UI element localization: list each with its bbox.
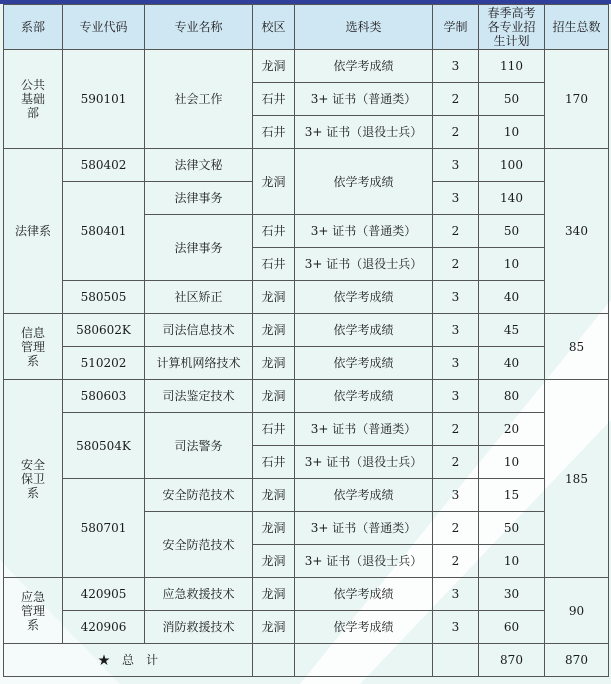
dept-cell: 公共基础部 — [4, 50, 63, 149]
name-cell: 应急救援技术 — [145, 578, 253, 611]
header-campus: 校区 — [253, 5, 295, 50]
name-cell: 安全防范技术 — [145, 512, 253, 578]
code-cell: 580701 — [63, 479, 145, 578]
name-cell: 安全防范技术 — [145, 479, 253, 512]
table-row — [4, 347, 609, 380]
subject-cell: 3+ 证书（退役士兵） — [295, 545, 433, 578]
years-cell: 2 — [433, 83, 479, 116]
header-plan: 春季高考各专业招生计划 — [479, 5, 545, 50]
years-cell: 3 — [433, 281, 479, 314]
name-cell: 社区矫正 — [145, 281, 253, 314]
subject-cell: 3+ 证书（普通类） — [295, 413, 433, 446]
code-cell: 580505 — [63, 281, 145, 314]
years-cell: 2 — [433, 116, 479, 149]
empty-cell — [433, 644, 479, 677]
plan-cell: 50 — [479, 215, 545, 248]
campus-cell: 龙洞 — [253, 512, 295, 545]
table-row — [4, 314, 609, 347]
table-row — [4, 281, 609, 314]
dept-total-cell: 185 — [545, 380, 609, 578]
code-cell: 580401 — [63, 182, 145, 281]
plan-cell: 15 — [479, 479, 545, 512]
years-cell: 2 — [433, 413, 479, 446]
plan-cell: 30 — [479, 578, 545, 611]
subject-cell: 3+ 证书（退役士兵） — [295, 116, 433, 149]
code-cell: 580602K — [63, 314, 145, 347]
campus-cell: 龙洞 — [253, 314, 295, 347]
years-cell: 3 — [433, 578, 479, 611]
table-row — [4, 50, 609, 83]
table-row — [4, 479, 609, 512]
grand-total-row — [4, 644, 609, 677]
dept-total-cell: 90 — [545, 578, 609, 644]
years-cell: 3 — [433, 149, 479, 182]
plan-cell: 10 — [479, 446, 545, 479]
years-cell: 2 — [433, 446, 479, 479]
subject-cell: 依学考成绩 — [295, 347, 433, 380]
name-cell: 消防救援技术 — [145, 611, 253, 644]
plan-cell: 40 — [479, 347, 545, 380]
code-cell: 580402 — [63, 149, 145, 182]
dept-total-cell: 170 — [545, 50, 609, 149]
campus-cell: 石井 — [253, 248, 295, 281]
name-cell: 司法鉴定技术 — [145, 380, 253, 413]
code-cell: 510202 — [63, 347, 145, 380]
code-cell: 580603 — [63, 380, 145, 413]
years-cell: 3 — [433, 611, 479, 644]
subject-cell: 3+ 证书（普通类） — [295, 83, 433, 116]
empty-cell — [295, 644, 433, 677]
table-row — [4, 149, 609, 182]
table-row — [4, 380, 609, 413]
plan-cell: 20 — [479, 413, 545, 446]
plan-cell: 80 — [479, 380, 545, 413]
years-cell: 2 — [433, 215, 479, 248]
plan-cell: 110 — [479, 50, 545, 83]
grand-total-label: ★ 总 计 — [4, 644, 253, 677]
name-cell: 法律文秘 — [145, 149, 253, 182]
table-row — [4, 611, 609, 644]
plan-cell: 10 — [479, 545, 545, 578]
campus-cell: 石井 — [253, 446, 295, 479]
subject-cell: 依学考成绩 — [295, 281, 433, 314]
grand-total-total: 870 — [545, 644, 609, 677]
campus-cell: 龙洞 — [253, 281, 295, 314]
name-cell: 计算机网络技术 — [145, 347, 253, 380]
campus-cell: 龙洞 — [253, 380, 295, 413]
years-cell: 3 — [433, 314, 479, 347]
subject-cell: 依学考成绩 — [295, 479, 433, 512]
plan-cell: 40 — [479, 281, 545, 314]
dept-cell: 安全保卫系 — [4, 380, 63, 578]
header-years: 学制 — [433, 5, 479, 50]
name-cell: 法律事务 — [145, 215, 253, 281]
plan-cell: 10 — [479, 248, 545, 281]
subject-cell: 3+ 证书（退役士兵） — [295, 248, 433, 281]
subject-cell: 依学考成绩 — [295, 50, 433, 83]
years-cell: 2 — [433, 248, 479, 281]
dept-cell: 信息管理系 — [4, 314, 63, 380]
campus-cell: 石井 — [253, 215, 295, 248]
plan-cell: 60 — [479, 611, 545, 644]
name-cell: 法律事务 — [145, 182, 253, 215]
years-cell: 3 — [433, 479, 479, 512]
header-name: 专业名称 — [145, 5, 253, 50]
campus-cell: 龙洞 — [253, 149, 295, 215]
campus-cell: 石井 — [253, 116, 295, 149]
campus-cell: 石井 — [253, 413, 295, 446]
header-subject: 选科类 — [295, 5, 433, 50]
plan-cell: 100 — [479, 149, 545, 182]
years-cell: 3 — [433, 50, 479, 83]
plan-cell: 140 — [479, 182, 545, 215]
years-cell: 2 — [433, 545, 479, 578]
subject-cell: 依学考成绩 — [295, 149, 433, 215]
plan-cell: 50 — [479, 512, 545, 545]
dept-total-cell: 85 — [545, 314, 609, 380]
subject-cell: 3+ 证书（普通类） — [295, 215, 433, 248]
header-dept: 系部 — [4, 5, 63, 50]
subject-cell: 依学考成绩 — [295, 380, 433, 413]
code-cell: 580504K — [63, 413, 145, 479]
header-total: 招生总数 — [545, 5, 609, 50]
table-row — [4, 578, 609, 611]
campus-cell: 龙洞 — [253, 50, 295, 83]
header-row — [4, 5, 609, 50]
years-cell: 3 — [433, 182, 479, 215]
campus-cell: 龙洞 — [253, 479, 295, 512]
years-cell: 3 — [433, 347, 479, 380]
table-row — [4, 413, 609, 446]
code-cell: 420906 — [63, 611, 145, 644]
name-cell: 社会工作 — [145, 50, 253, 149]
empty-cell — [253, 644, 295, 677]
grand-total-plan: 870 — [479, 644, 545, 677]
dept-total-cell: 340 — [545, 149, 609, 314]
subject-cell: 依学考成绩 — [295, 314, 433, 347]
header-code: 专业代码 — [63, 5, 145, 50]
plan-cell: 45 — [479, 314, 545, 347]
plan-cell: 10 — [479, 116, 545, 149]
dept-cell: 法律系 — [4, 149, 63, 314]
dept-cell: 应急管理系 — [4, 578, 63, 644]
subject-cell: 3+ 证书（普通类） — [295, 512, 433, 545]
campus-cell: 龙洞 — [253, 545, 295, 578]
subject-cell: 3+ 证书（退役士兵） — [295, 446, 433, 479]
plan-cell: 50 — [479, 83, 545, 116]
subject-cell: 依学考成绩 — [295, 611, 433, 644]
campus-cell: 龙洞 — [253, 578, 295, 611]
years-cell: 3 — [433, 380, 479, 413]
name-cell: 司法警务 — [145, 413, 253, 479]
years-cell: 2 — [433, 512, 479, 545]
campus-cell: 龙洞 — [253, 347, 295, 380]
campus-cell: 石井 — [253, 83, 295, 116]
code-cell: 420905 — [63, 578, 145, 611]
enrollment-plan-table — [3, 4, 609, 677]
name-cell: 司法信息技术 — [145, 314, 253, 347]
campus-cell: 龙洞 — [253, 611, 295, 644]
subject-cell: 依学考成绩 — [295, 578, 433, 611]
code-cell: 590101 — [63, 50, 145, 149]
